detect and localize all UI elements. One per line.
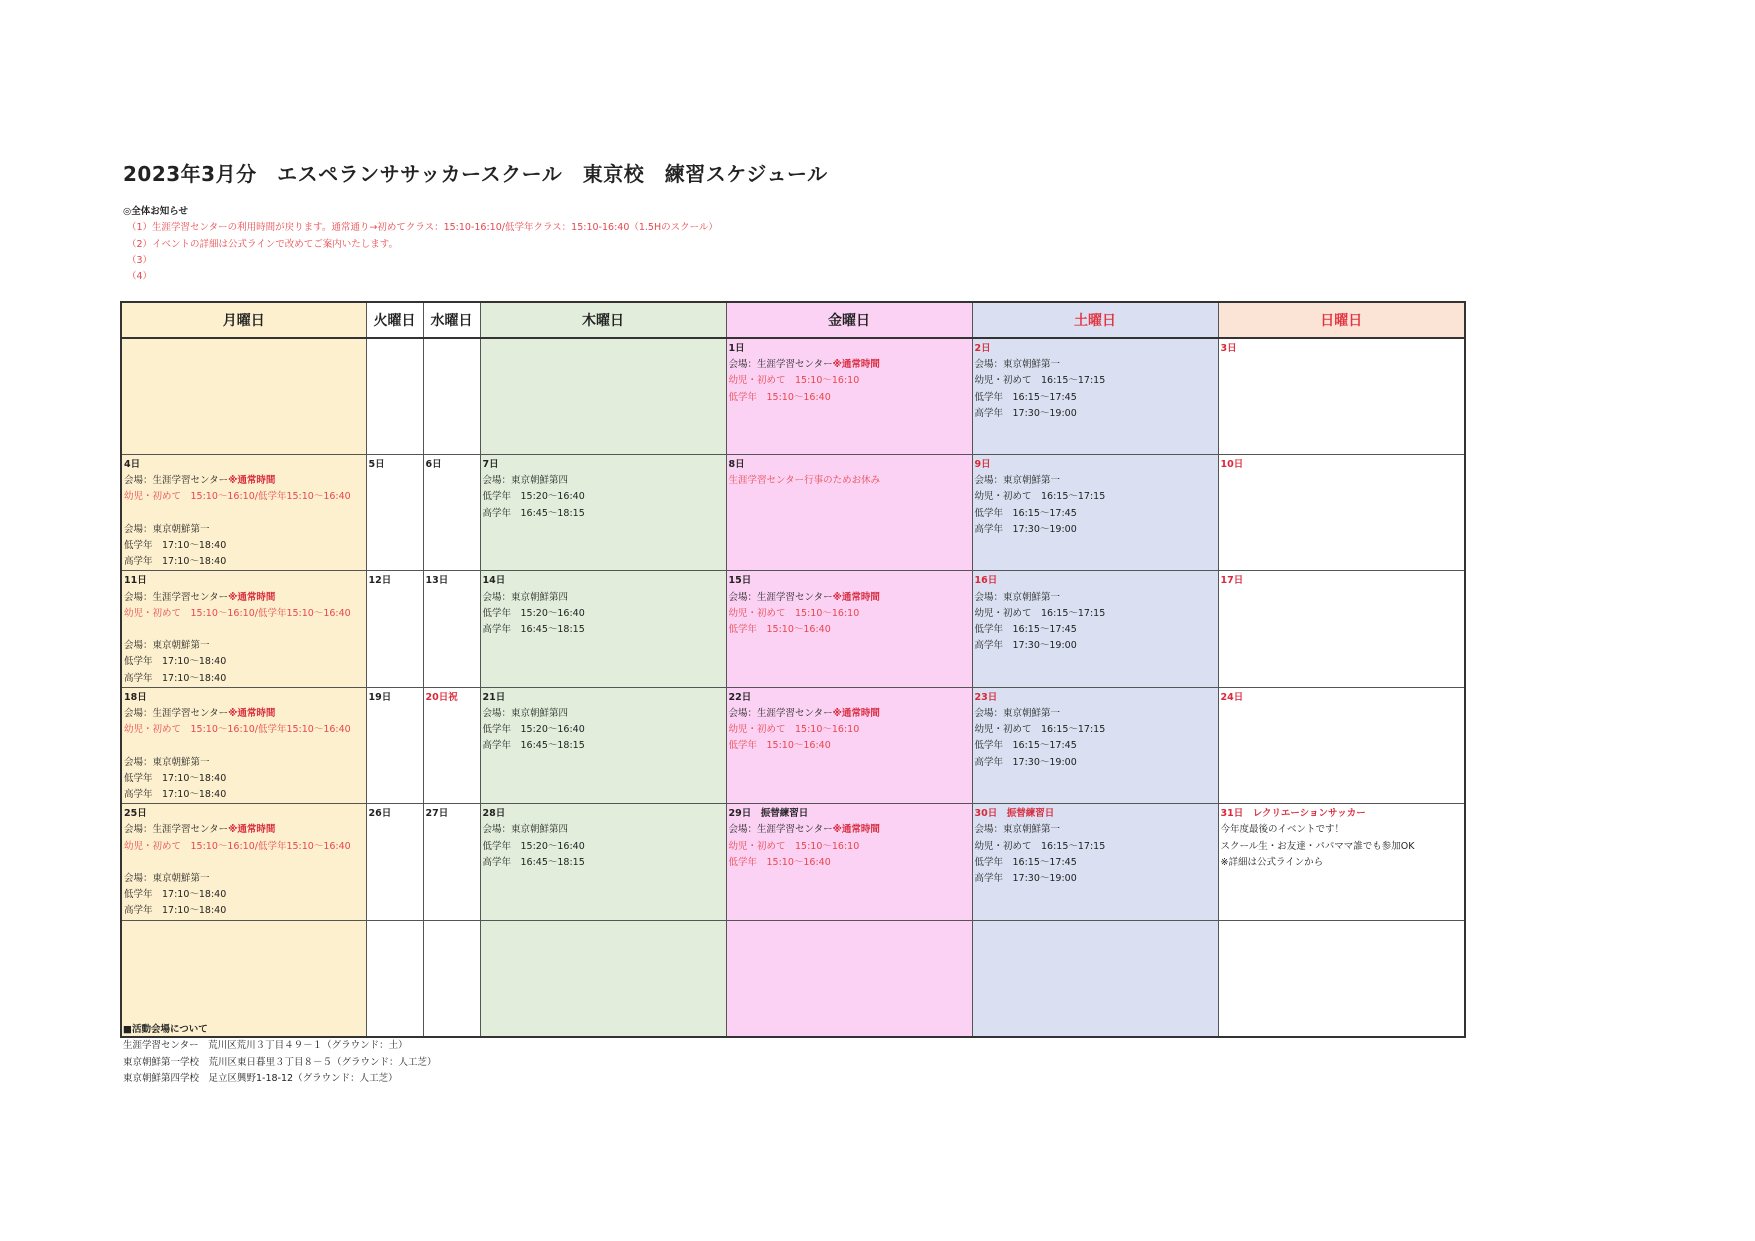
day-cell-empty xyxy=(121,920,366,1037)
venue-line: 会場：東京朝鮮第一 xyxy=(124,873,210,885)
venue-line xyxy=(124,706,364,722)
time-line: 高学年 17:10〜18:40 xyxy=(124,556,227,568)
day-number: 19日 xyxy=(368,691,392,703)
day-number: 20日祝 xyxy=(425,691,458,703)
venue-line xyxy=(729,590,970,606)
notices xyxy=(123,204,718,285)
week-row xyxy=(121,338,1465,455)
event-note: ※詳細は公式ラインから xyxy=(1220,856,1324,868)
header-tuesday: 火曜日 xyxy=(366,302,423,338)
day-cell-empty xyxy=(726,920,972,1037)
notice-item: （3） xyxy=(127,254,153,266)
day-cell-8 xyxy=(726,455,972,571)
day-cell-empty xyxy=(423,338,480,455)
time-line: 幼児・初めて 15:10〜16:10 xyxy=(728,840,860,852)
time-line: 幼児・初めて 16:15〜17:15 xyxy=(974,491,1106,503)
day-number: 15日 xyxy=(728,575,752,587)
day-number: 8日 xyxy=(728,459,745,470)
day-cell-11 xyxy=(121,571,366,687)
time-line: 低学年 15:20〜16:40 xyxy=(482,607,585,619)
week-row xyxy=(121,920,1465,1037)
time-line: 低学年 15:10〜16:40 xyxy=(728,856,831,868)
venue-info-line: 東京朝鮮第四学校 足立区興野1-18-12（グラウンド：人工芝） xyxy=(123,1072,398,1084)
time-line: 低学年 15:10〜16:40 xyxy=(728,740,831,752)
time-line: 高学年 17:30〜19:00 xyxy=(974,640,1077,652)
day-cell-18 xyxy=(121,687,366,803)
venue-line: 会場：東京朝鮮第四 xyxy=(482,591,569,603)
day-number: 6日 xyxy=(425,459,442,470)
day-cell-16 xyxy=(972,571,1218,687)
venue-line: 会場：東京朝鮮第四 xyxy=(482,824,569,836)
time-line: 低学年 17:10〜18:40 xyxy=(124,540,227,551)
venue-line: 会場：東京朝鮮第四 xyxy=(482,708,569,720)
day-number: 18日 xyxy=(124,691,147,703)
time-line: 高学年 17:30〜19:00 xyxy=(974,873,1077,885)
notices-heading: ◎全体お知らせ xyxy=(123,206,189,217)
day-number: 31日 レクリエーションサッカー xyxy=(1220,808,1366,820)
venue-text: 会場：生涯学習センター xyxy=(124,591,229,603)
venue-line: 会場：東京朝鮮第一 xyxy=(974,475,1061,487)
day-number: 3日 xyxy=(1220,343,1237,354)
day-number: 24日 xyxy=(1220,691,1244,703)
closed-note: 生涯学習センター行事のためお休み xyxy=(728,475,881,487)
day-cell-29 xyxy=(726,804,972,920)
schedule-calendar xyxy=(120,301,1466,1038)
venue-text: 会場：生涯学習センター xyxy=(728,359,833,371)
day-cell-31 xyxy=(1218,804,1465,920)
time-line: 低学年 16:15〜17:45 xyxy=(974,856,1077,868)
venue-info-line: 生涯学習センター 荒川区荒川３丁目４９－１（グラウンド：土） xyxy=(123,1040,408,1052)
time-line: 低学年 16:15〜17:45 xyxy=(974,507,1077,519)
day-number: 12日 xyxy=(368,575,392,587)
day-number: 23日 xyxy=(974,691,998,703)
venue-text: 会場：生涯学習センター xyxy=(124,475,229,487)
week-row xyxy=(121,804,1465,920)
day-cell-19 xyxy=(366,687,423,803)
notice-item: （1）生涯学習センターの利用時間が戻ります。通常通り→初めてクラス：15:10-16:10/低学年クラス：15:10-16:40（1.5Hのスクール） xyxy=(127,222,718,234)
day-cell-empty xyxy=(972,920,1218,1037)
time-line: 幼児・初めて 16:15〜17:15 xyxy=(974,375,1106,387)
day-cell-13 xyxy=(423,571,480,687)
day-cell-30 xyxy=(972,804,1218,920)
time-line: 低学年 16:15〜17:45 xyxy=(974,740,1077,752)
day-number: 27日 xyxy=(425,808,449,820)
day-number: 16日 xyxy=(974,575,998,587)
header-sunday: 日曜日 xyxy=(1218,302,1465,338)
day-cell-25 xyxy=(121,804,366,920)
time-line: 幼児・初めて 15:10〜16:10/低学年15:10〜16:40 xyxy=(124,724,351,736)
day-number: 30日 振替練習日 xyxy=(974,808,1055,820)
venue-line xyxy=(729,357,970,373)
day-cell-14 xyxy=(480,571,726,687)
time-line: 高学年 16:45〜18:15 xyxy=(482,507,585,519)
time-line: 幼児・初めて 16:15〜17:15 xyxy=(974,724,1106,736)
venue-line xyxy=(124,822,364,838)
day-number: 9日 xyxy=(974,459,991,470)
notice-item: （4） xyxy=(127,271,153,283)
time-line: 高学年 17:10〜18:40 xyxy=(124,905,227,917)
time-line: 高学年 17:30〜19:00 xyxy=(974,523,1077,535)
day-cell-5 xyxy=(366,455,423,571)
venue-text: 会場：生涯学習センター xyxy=(728,824,833,836)
day-number: 14日 xyxy=(482,575,506,587)
normal-time-note: ※通常時間 xyxy=(832,591,880,603)
time-line: 低学年 17:10〜18:40 xyxy=(124,656,227,668)
weekday-header-row xyxy=(121,302,1465,338)
page-title: 2023年3月分 エスペランササッカースクール 東京校 練習スケジュール xyxy=(123,162,828,186)
time-line: 低学年 17:10〜18:40 xyxy=(124,889,227,901)
day-number: 26日 xyxy=(368,808,392,820)
day-cell-empty xyxy=(366,920,423,1037)
day-cell-26 xyxy=(366,804,423,920)
spacer xyxy=(124,506,364,522)
day-number: 1日 xyxy=(728,343,745,354)
day-cell-4 xyxy=(121,455,366,571)
day-number: 5日 xyxy=(368,459,385,470)
day-cell-empty xyxy=(480,920,726,1037)
venue-line xyxy=(124,590,364,606)
day-cell-empty xyxy=(1218,920,1465,1037)
time-line: 低学年 15:10〜16:40 xyxy=(728,624,831,636)
header-wednesday: 水曜日 xyxy=(423,302,480,338)
day-cell-17 xyxy=(1218,571,1465,687)
venue-line xyxy=(124,473,364,489)
day-cell-20 xyxy=(423,687,480,803)
venue-line: 会場：東京朝鮮第四 xyxy=(482,475,569,487)
day-cell-23 xyxy=(972,687,1218,803)
normal-time-note: ※通常時間 xyxy=(832,824,880,836)
normal-time-note: ※通常時間 xyxy=(228,824,276,836)
header-saturday: 土曜日 xyxy=(972,302,1218,338)
day-number: 22日 xyxy=(728,691,752,703)
venue-text: 会場：生涯学習センター xyxy=(124,708,229,720)
day-number: 4日 xyxy=(124,459,141,470)
time-line: 高学年 17:30〜19:00 xyxy=(974,756,1077,768)
time-line: 高学年 17:10〜18:40 xyxy=(124,789,227,801)
day-cell-12 xyxy=(366,571,423,687)
notice-item: （2）イベントの詳細は公式ラインで改めてご案内いたします。 xyxy=(127,238,399,250)
day-cell-empty xyxy=(121,338,366,455)
day-number: 29日 振替練習日 xyxy=(728,808,809,820)
day-cell-7 xyxy=(480,455,726,571)
spacer xyxy=(124,855,364,871)
spacer xyxy=(124,622,364,638)
day-number: 21日 xyxy=(482,691,506,703)
header-thursday: 木曜日 xyxy=(480,302,726,338)
day-number: 2日 xyxy=(974,343,991,354)
week-row xyxy=(121,455,1465,571)
time-line: 幼児・初めて 15:10〜16:10 xyxy=(728,724,860,736)
day-cell-empty xyxy=(480,338,726,455)
time-line: 低学年 15:20〜16:40 xyxy=(482,724,585,736)
venue-line: 会場：東京朝鮮第一 xyxy=(124,640,210,652)
day-cell-27 xyxy=(423,804,480,920)
day-cell-1 xyxy=(726,338,972,455)
venue-line: 会場：東京朝鮮第一 xyxy=(124,523,210,535)
day-cell-28 xyxy=(480,804,726,920)
day-cell-empty xyxy=(423,920,480,1037)
normal-time-note: ※通常時間 xyxy=(228,591,276,603)
time-line: 高学年 17:30〜19:00 xyxy=(974,407,1077,419)
day-number: 7日 xyxy=(482,459,499,470)
time-line: 低学年 15:20〜16:40 xyxy=(482,491,585,503)
day-number: 13日 xyxy=(425,575,449,587)
venue-text: 会場：生涯学習センター xyxy=(728,708,833,720)
day-cell-3 xyxy=(1218,338,1465,455)
week-row xyxy=(121,687,1465,803)
venue-line: 会場：東京朝鮮第一 xyxy=(124,756,210,768)
venue-line xyxy=(729,706,970,722)
time-line: 低学年 15:10〜16:40 xyxy=(728,391,831,403)
day-cell-empty xyxy=(366,338,423,455)
day-number: 17日 xyxy=(1220,575,1244,587)
time-line: 低学年 16:15〜17:45 xyxy=(974,391,1077,403)
event-note: 今年度最後のイベントです！ xyxy=(1220,824,1345,836)
time-line: 幼児・初めて 16:15〜17:15 xyxy=(974,840,1106,852)
venue-info-line: 東京朝鮮第一学校 荒川区東日暮里３丁目８－５（グラウンド：人工芝） xyxy=(123,1056,437,1068)
time-line: 幼児・初めて 15:10〜16:10/低学年15:10〜16:40 xyxy=(124,840,351,852)
time-line: 幼児・初めて 15:10〜16:10/低学年15:10〜16:40 xyxy=(124,491,351,503)
day-number: 25日 xyxy=(124,808,147,820)
day-cell-24 xyxy=(1218,687,1465,803)
venue-line: 会場：東京朝鮮第一 xyxy=(974,824,1061,836)
day-number: 11日 xyxy=(124,575,147,587)
header-monday: 月曜日 xyxy=(121,302,366,338)
venue-line: 会場：東京朝鮮第一 xyxy=(974,708,1061,720)
header-friday: 金曜日 xyxy=(726,302,972,338)
time-line: 低学年 17:10〜18:40 xyxy=(124,772,227,784)
venue-line xyxy=(729,822,970,838)
venue-line: 会場：東京朝鮮第一 xyxy=(974,359,1061,371)
day-cell-9 xyxy=(972,455,1218,571)
time-line: 高学年 16:45〜18:15 xyxy=(482,740,585,752)
day-cell-22 xyxy=(726,687,972,803)
day-cell-21 xyxy=(480,687,726,803)
normal-time-note: ※通常時間 xyxy=(832,708,880,720)
venue-info-heading: ■活動会場について xyxy=(123,1024,208,1035)
day-number: 10日 xyxy=(1220,459,1244,470)
normal-time-note: ※通常時間 xyxy=(832,359,880,371)
venue-info xyxy=(123,1022,437,1087)
time-line: 高学年 16:45〜18:15 xyxy=(482,856,585,868)
day-cell-15 xyxy=(726,571,972,687)
time-line: 幼児・初めて 15:10〜16:10/低学年15:10〜16:40 xyxy=(124,607,351,619)
time-line: 低学年 15:20〜16:40 xyxy=(482,840,585,852)
venue-line: 会場：東京朝鮮第一 xyxy=(974,591,1061,603)
time-line: 幼児・初めて 16:15〜17:15 xyxy=(974,607,1106,619)
normal-time-note: ※通常時間 xyxy=(228,708,276,720)
time-line: 低学年 16:15〜17:45 xyxy=(974,624,1077,636)
day-cell-10 xyxy=(1218,455,1465,571)
day-cell-2 xyxy=(972,338,1218,455)
event-note: スクール生・お友達・パパママ誰でも参加OK xyxy=(1220,840,1415,852)
day-cell-6 xyxy=(423,455,480,571)
time-line: 高学年 17:10〜18:40 xyxy=(124,672,227,684)
time-line: 幼児・初めて 15:10〜16:10 xyxy=(728,375,860,387)
time-line: 高学年 16:45〜18:15 xyxy=(482,624,585,636)
week-row xyxy=(121,571,1465,687)
time-line: 幼児・初めて 15:10〜16:10 xyxy=(728,607,860,619)
venue-text: 会場：生涯学習センター xyxy=(728,591,833,603)
spacer xyxy=(124,738,364,754)
day-number: 28日 xyxy=(482,808,506,820)
venue-text: 会場：生涯学習センター xyxy=(124,824,229,836)
normal-time-note: ※通常時間 xyxy=(228,475,276,487)
